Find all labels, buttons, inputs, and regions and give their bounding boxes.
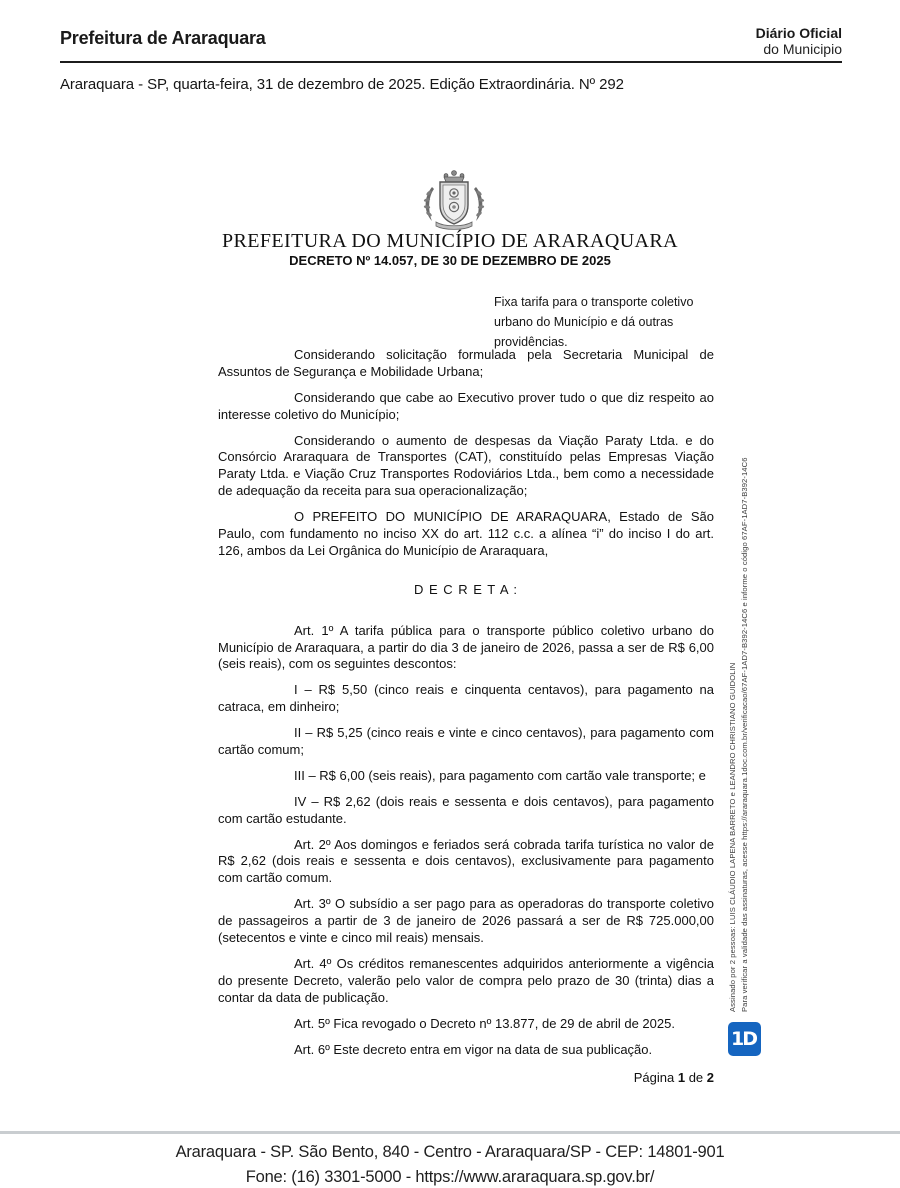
article-2: Art. 2º Aos domingos e feriados será cobrada tarifa turística no valor de R$ 2,62 (dois reais e sessenta e dois centavos), exclusivamente para pagamento com cartão comum. xyxy=(218,836,714,886)
footer-phone-site: Fone: (16) 3301-5000 - https://www.araraquara.sp.gov.br/ xyxy=(245,1167,655,1186)
footer-address: Araraquara - SP. São Bento, 840 - Centro - Araraquara/SP - CEP: 14801-901 xyxy=(175,1143,725,1161)
considerando-paragraph: Considerando solicitação formulada pela Secretaria Municipal de Assuntos de Segurança e Mobilidade Urbana; xyxy=(218,347,714,379)
article-1-item-ii: II – R$ 5,25 (cinco reais e vinte e cinco centavos), para pagamento com cartão comum; xyxy=(218,725,714,758)
masthead xyxy=(60,26,842,63)
considerando-paragraph: Considerando o aumento de despesas da Viação Paraty Ltda. e do Consórcio Araraquara de Transportes (CAT), constituído pelas Empresas Viação Paraty Ltda. e Viação Cruz Transportes Rodoviários Ltda., bem como a necessidade de adequação da receita para sua operacionalização; xyxy=(218,432,714,499)
gazette-subtitle: do Municipio xyxy=(763,40,842,57)
signature-signers-line: Assinado por 2 pessoas: LUIS CLÁUDIO LAPENA BARRETO e LEANDRO CHRISTIANO GUIDOLIN xyxy=(728,662,737,1012)
edition-date-line: Araraquara - SP, quarta-feira, 31 de dezembro de 2025. Edição Extraordinária. Nº 292 xyxy=(60,76,624,93)
gazette-title: Diário Oficial xyxy=(755,25,842,41)
preamble-paragraph: O PREFEITO DO MUNICÍPIO DE ARARAQUARA, Estado de São Paulo, com fundamento no inciso XX do art. 112 c.c. a alínea “i” do inciso I do art. 126, ambos da Lei Orgânica do Município de Araraquara, xyxy=(218,509,714,558)
article-1: Art. 1º A tarifa pública para o transporte público coletivo urbano do Município de Araraquara, a partir do dia 3 de janeiro de 2026, passa a ser de R$ 6,00 (seis reais), com os seguintes descontos: xyxy=(218,622,714,672)
document-entity-title: PREFEITURA DO MUNICÍPIO DE ARARAQUARA xyxy=(222,230,678,252)
masthead-entity-title: Prefeitura de Araraquara xyxy=(60,28,266,49)
decree-body xyxy=(218,347,714,1087)
signature-verification-line: Para verificar a validade das assinaturas, acesse https://araraquara.1doc.com.br/verificacao/67AF-1AD7-B392-14C6 e informe o código 67AF-1AD7-B392-14C6 xyxy=(739,457,749,1012)
1doc-logo-icon: 1D xyxy=(728,1022,761,1056)
signature-verification-strip xyxy=(727,427,753,1012)
decree-summary: Fixa tarifa para o transporte coletivo urbano do Município e dá outras providências. xyxy=(494,295,694,349)
page-indicator-label: Página xyxy=(633,1070,678,1086)
page-indicator-current: 1 xyxy=(677,1070,686,1086)
decree-number-title: DECRETO Nº 14.057, DE 30 DE DEZEMBRO DE 2025 xyxy=(289,253,611,268)
article-1-item-iii: III – R$ 6,00 (seis reais), para pagamento com cartão vale transporte; e xyxy=(294,767,706,783)
article-5: Art. 5º Fica revogado o Decreto nº 13.877, de 29 de abril de 2025. xyxy=(294,1015,675,1031)
footer xyxy=(0,1140,900,1188)
page-indicator-total: 2 xyxy=(706,1070,714,1086)
article-3: Art. 3º O subsídio a ser pago para as operadoras do transporte coletivo de passageiros a partir de 3 de janeiro de 2026 passará a ser de R$ 725.000,00 (setecentos e vinte e cinco mil reais) mensais. xyxy=(218,896,714,946)
article-6: Art. 6º Este decreto entra em vigor na data de sua publicação. xyxy=(294,1041,653,1057)
municipal-crest-icon xyxy=(420,169,488,231)
page-indicator xyxy=(218,1070,714,1087)
page-indicator-of: de xyxy=(685,1070,707,1086)
decreta-heading: D E C R E T A : xyxy=(413,581,519,597)
article-4: Art. 4º Os créditos remanescentes adquiridos anteriormente a vigência do presente Decreto, valerão pelo valor de compra pelo prazo de 30 (trinta) dias a contar da data de publicação. xyxy=(218,955,714,1005)
article-1-item-i: I – R$ 5,50 (cinco reais e cinquenta centavos), para pagamento na catraca, em dinheiro; xyxy=(218,682,714,715)
masthead-gazette-title xyxy=(756,26,842,57)
considerando-paragraph: Considerando que cabe ao Executivo prover tudo o que diz respeito ao interesse coletivo do Município; xyxy=(218,389,714,422)
article-1-item-iv: IV – R$ 2,62 (dois reais e sessenta e dois centavos), para pagamento com cartão estudante. xyxy=(218,793,714,826)
footer-divider xyxy=(0,1131,900,1134)
